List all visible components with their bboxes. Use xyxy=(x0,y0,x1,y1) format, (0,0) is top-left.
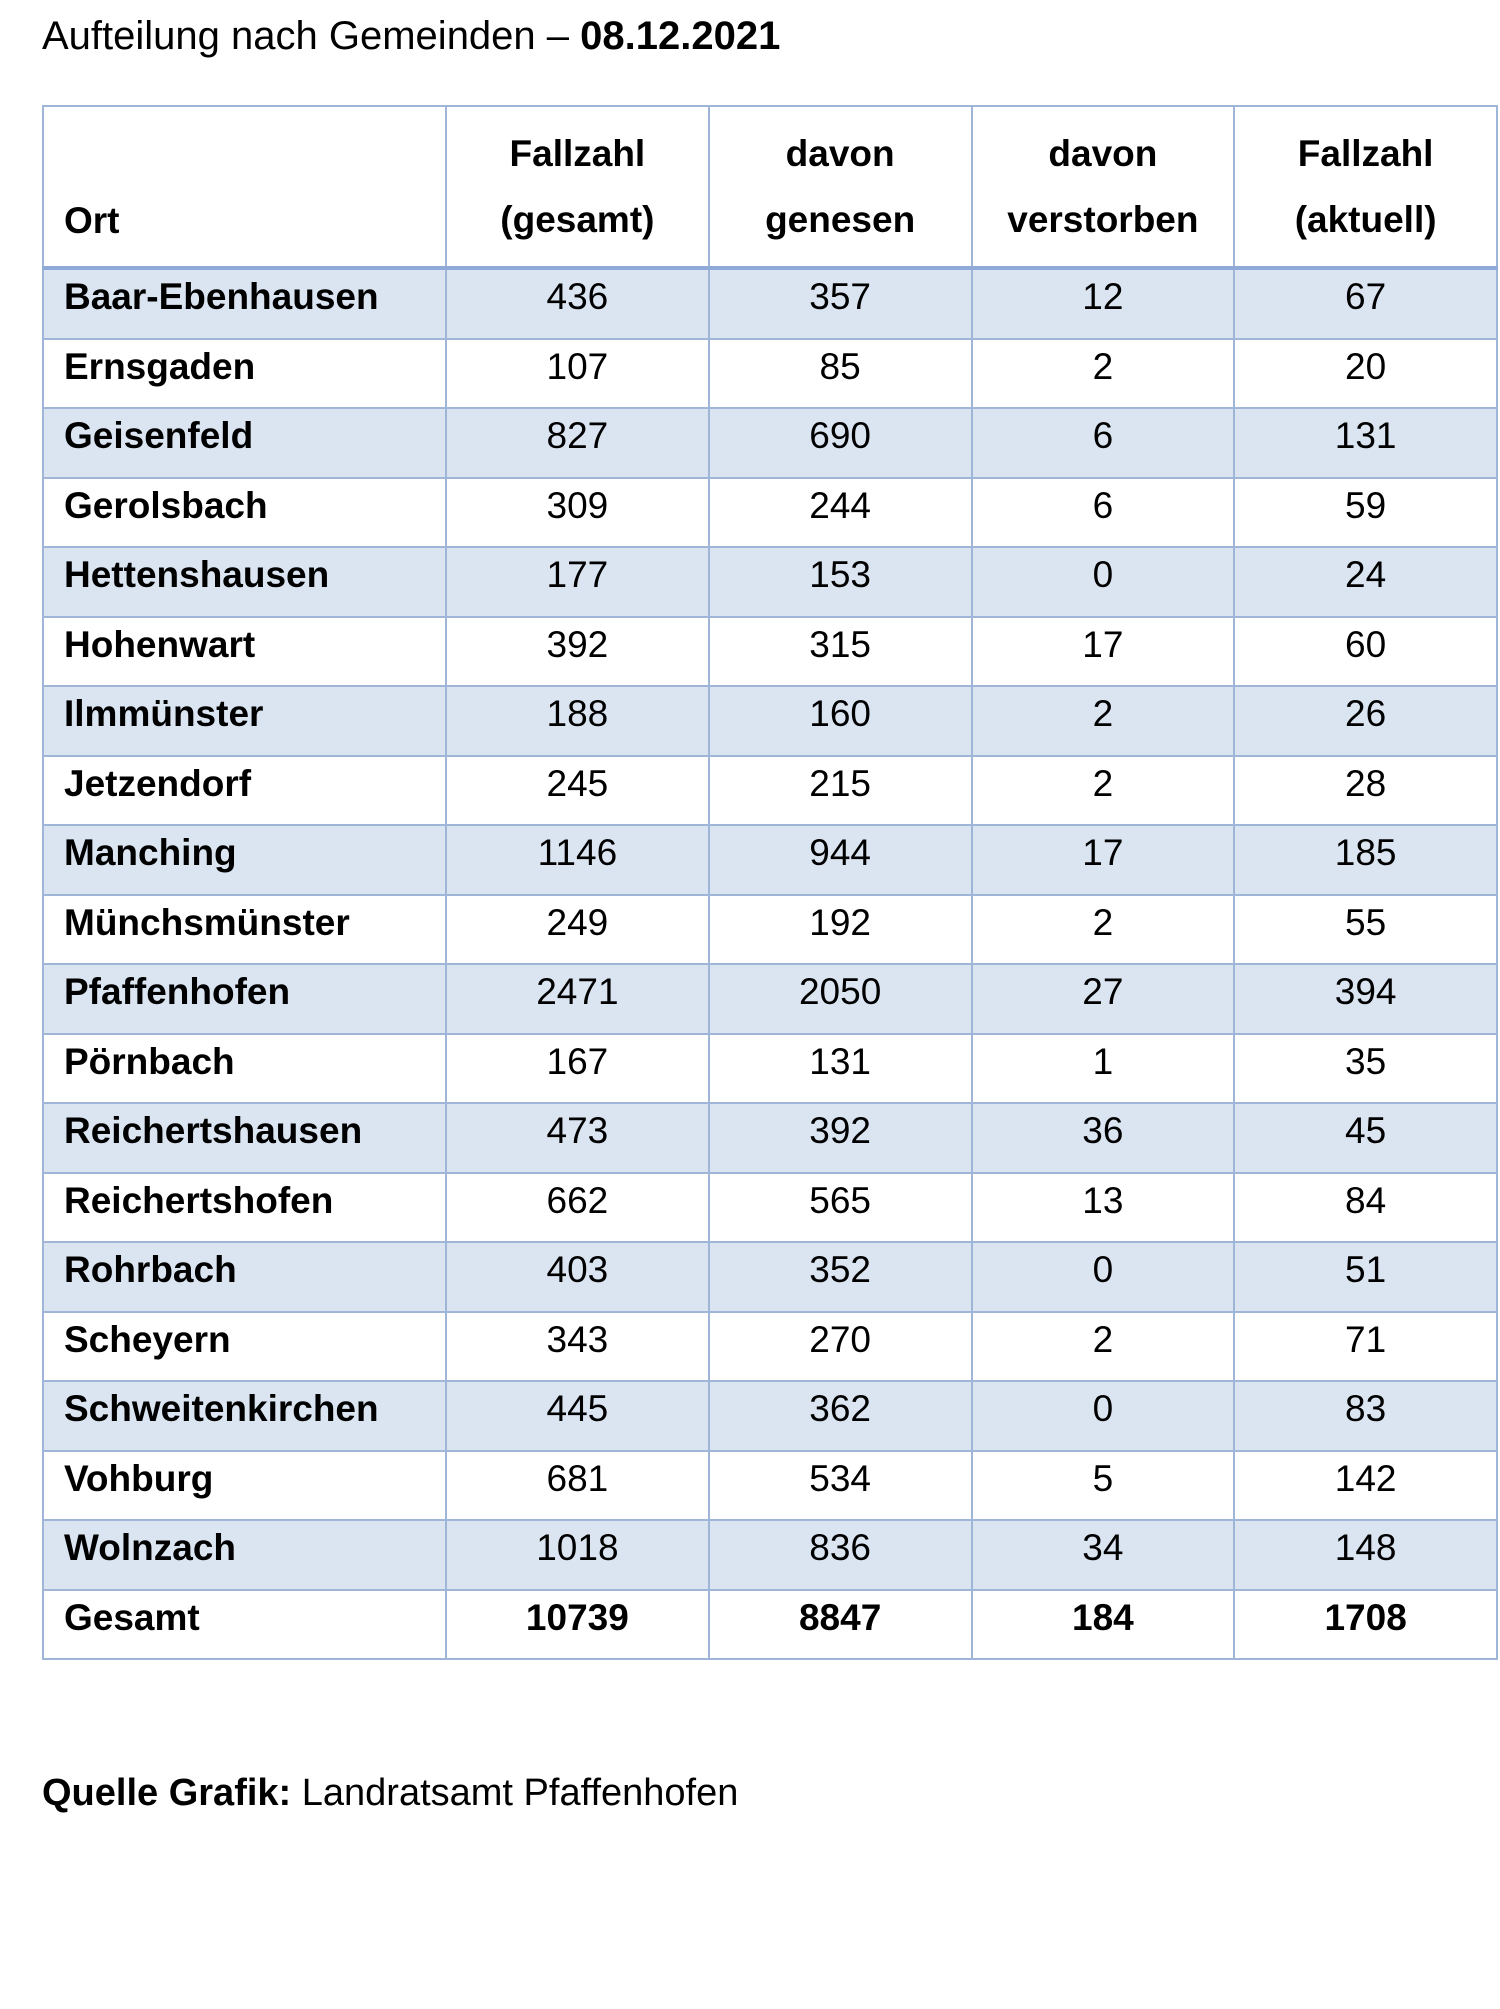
cell-ort: Baar-Ebenhausen xyxy=(43,268,446,339)
cell-ort: Scheyern xyxy=(43,1312,446,1382)
cell-gesamt: 662 xyxy=(446,1173,709,1243)
cell-aktuell: 35 xyxy=(1234,1034,1497,1104)
header-fallzahl-aktuell: Fallzahl (aktuell) xyxy=(1234,106,1497,268)
title-date: 08.12.2021 xyxy=(580,14,781,58)
cell-ort: Vohburg xyxy=(43,1451,446,1521)
table-row xyxy=(43,408,1497,478)
cell-genesen: 690 xyxy=(709,408,972,478)
cases-by-municipality-table xyxy=(42,105,1498,1660)
cell-gesamt: 436 xyxy=(446,268,709,339)
cell-aktuell: 142 xyxy=(1234,1451,1497,1521)
cell-aktuell: 55 xyxy=(1234,895,1497,965)
table-row xyxy=(43,825,1497,895)
cell-gesamt: 445 xyxy=(446,1381,709,1451)
cell-gesamt: 343 xyxy=(446,1312,709,1382)
cell-genesen: 944 xyxy=(709,825,972,895)
cell-aktuell: 131 xyxy=(1234,408,1497,478)
cell-ort: Ilmmünster xyxy=(43,686,446,756)
cell-gesamt: 245 xyxy=(446,756,709,826)
cell-genesen: 160 xyxy=(709,686,972,756)
cell-ort: Schweitenkirchen xyxy=(43,1381,446,1451)
cell-verstorben: 0 xyxy=(972,1381,1235,1451)
cell-verstorben: 13 xyxy=(972,1173,1235,1243)
header-fallzahl-gesamt: Fallzahl (gesamt) xyxy=(446,106,709,268)
cell-genesen: 357 xyxy=(709,268,972,339)
table-row xyxy=(43,895,1497,965)
table-row xyxy=(43,1381,1497,1451)
total-verstorben: 184 xyxy=(972,1590,1235,1660)
cell-ort: Hohenwart xyxy=(43,617,446,687)
cell-gesamt: 1018 xyxy=(446,1520,709,1590)
cell-gesamt: 167 xyxy=(446,1034,709,1104)
cell-ort: Rohrbach xyxy=(43,1242,446,1312)
header-davon-genesen: davon genesen xyxy=(709,106,972,268)
source-note xyxy=(42,1770,738,1816)
cell-verstorben: 6 xyxy=(972,408,1235,478)
cell-aktuell: 28 xyxy=(1234,756,1497,826)
cell-ort: Wolnzach xyxy=(43,1520,446,1590)
table-row xyxy=(43,478,1497,548)
cell-verstorben: 6 xyxy=(972,478,1235,548)
cell-genesen: 270 xyxy=(709,1312,972,1382)
document-title xyxy=(42,12,780,60)
cell-ort: Gerolsbach xyxy=(43,478,446,548)
cell-gesamt: 473 xyxy=(446,1103,709,1173)
cell-aktuell: 26 xyxy=(1234,686,1497,756)
cell-verstorben: 2 xyxy=(972,895,1235,965)
cell-ort: Pfaffenhofen xyxy=(43,964,446,1034)
cell-gesamt: 681 xyxy=(446,1451,709,1521)
cell-aktuell: 60 xyxy=(1234,617,1497,687)
source-text: Landratsamt Pfaffenhofen xyxy=(291,1772,739,1814)
table-row xyxy=(43,1173,1497,1243)
cell-verstorben: 5 xyxy=(972,1451,1235,1521)
table-body xyxy=(43,268,1497,1659)
cell-verstorben: 1 xyxy=(972,1034,1235,1104)
table-row xyxy=(43,1034,1497,1104)
cell-genesen: 192 xyxy=(709,895,972,965)
table-row xyxy=(43,268,1497,339)
table-header-row xyxy=(43,106,1497,268)
cell-gesamt: 107 xyxy=(446,339,709,409)
cell-genesen: 565 xyxy=(709,1173,972,1243)
cell-ort: Jetzendorf xyxy=(43,756,446,826)
cell-gesamt: 1146 xyxy=(446,825,709,895)
cell-ort: Hettenshausen xyxy=(43,547,446,617)
table-row xyxy=(43,964,1497,1034)
cell-verstorben: 34 xyxy=(972,1520,1235,1590)
total-gesamt: 10739 xyxy=(446,1590,709,1660)
cell-verstorben: 12 xyxy=(972,268,1235,339)
cell-ort: Manching xyxy=(43,825,446,895)
table-row xyxy=(43,339,1497,409)
cell-verstorben: 2 xyxy=(972,339,1235,409)
cell-ort: Reichertshausen xyxy=(43,1103,446,1173)
cell-aktuell: 59 xyxy=(1234,478,1497,548)
cell-aktuell: 394 xyxy=(1234,964,1497,1034)
table-row xyxy=(43,1312,1497,1382)
source-label: Quelle Grafik: xyxy=(42,1772,292,1814)
cell-gesamt: 188 xyxy=(446,686,709,756)
table-row xyxy=(43,617,1497,687)
cell-genesen: 2050 xyxy=(709,964,972,1034)
table-row xyxy=(43,686,1497,756)
cell-genesen: 362 xyxy=(709,1381,972,1451)
cell-aktuell: 24 xyxy=(1234,547,1497,617)
cell-ort: Ernsgaden xyxy=(43,339,446,409)
cell-aktuell: 148 xyxy=(1234,1520,1497,1590)
cell-gesamt: 177 xyxy=(446,547,709,617)
cell-gesamt: 249 xyxy=(446,895,709,965)
cell-gesamt: 2471 xyxy=(446,964,709,1034)
cell-genesen: 352 xyxy=(709,1242,972,1312)
header-ort: Ort xyxy=(43,106,446,268)
cell-genesen: 131 xyxy=(709,1034,972,1104)
cell-aktuell: 71 xyxy=(1234,1312,1497,1382)
cell-genesen: 315 xyxy=(709,617,972,687)
cell-genesen: 244 xyxy=(709,478,972,548)
cell-genesen: 836 xyxy=(709,1520,972,1590)
total-aktuell: 1708 xyxy=(1234,1590,1497,1660)
cell-aktuell: 45 xyxy=(1234,1103,1497,1173)
cell-genesen: 153 xyxy=(709,547,972,617)
cell-genesen: 534 xyxy=(709,1451,972,1521)
total-label: Gesamt xyxy=(43,1590,446,1660)
table-row xyxy=(43,756,1497,826)
cell-verstorben: 36 xyxy=(972,1103,1235,1173)
cell-aktuell: 20 xyxy=(1234,339,1497,409)
cell-verstorben: 2 xyxy=(972,756,1235,826)
cell-ort: Geisenfeld xyxy=(43,408,446,478)
cell-genesen: 85 xyxy=(709,339,972,409)
table-row xyxy=(43,1520,1497,1590)
cell-genesen: 392 xyxy=(709,1103,972,1173)
cell-gesamt: 309 xyxy=(446,478,709,548)
cell-ort: Münchsmünster xyxy=(43,895,446,965)
cell-verstorben: 17 xyxy=(972,825,1235,895)
cell-ort: Reichertshofen xyxy=(43,1173,446,1243)
cell-verstorben: 2 xyxy=(972,1312,1235,1382)
total-genesen: 8847 xyxy=(709,1590,972,1660)
cell-verstorben: 17 xyxy=(972,617,1235,687)
table-row xyxy=(43,1242,1497,1312)
header-davon-verstorben: davon verstorben xyxy=(972,106,1235,268)
cell-aktuell: 67 xyxy=(1234,268,1497,339)
cell-aktuell: 51 xyxy=(1234,1242,1497,1312)
cell-genesen: 215 xyxy=(709,756,972,826)
cell-aktuell: 84 xyxy=(1234,1173,1497,1243)
cell-aktuell: 185 xyxy=(1234,825,1497,895)
table-row xyxy=(43,1451,1497,1521)
cell-gesamt: 403 xyxy=(446,1242,709,1312)
cell-ort: Pörnbach xyxy=(43,1034,446,1104)
table-row xyxy=(43,1103,1497,1173)
total-row xyxy=(43,1590,1497,1660)
cell-verstorben: 27 xyxy=(972,964,1235,1034)
cell-verstorben: 2 xyxy=(972,686,1235,756)
cell-aktuell: 83 xyxy=(1234,1381,1497,1451)
table-row xyxy=(43,547,1497,617)
cell-verstorben: 0 xyxy=(972,1242,1235,1312)
cell-gesamt: 392 xyxy=(446,617,709,687)
cell-gesamt: 827 xyxy=(446,408,709,478)
title-prefix: Aufteilung nach Gemeinden – xyxy=(42,14,581,58)
cell-verstorben: 0 xyxy=(972,547,1235,617)
